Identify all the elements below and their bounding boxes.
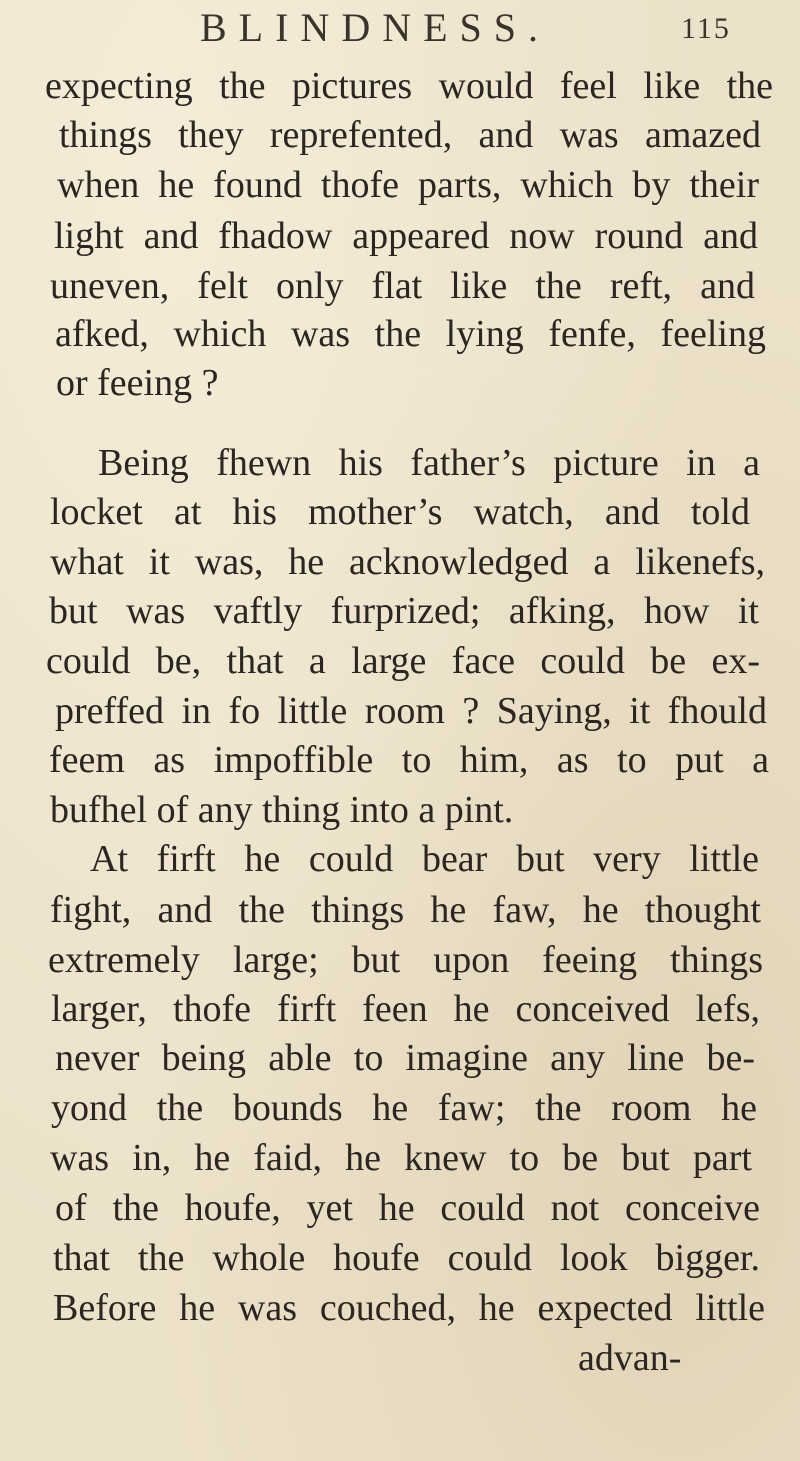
text-line: that the whole houfe could look bigger. xyxy=(53,1237,760,1279)
text-line: larger, thofe firft feen he conceived lefs, xyxy=(51,988,760,1030)
running-head: BLINDNESS. xyxy=(200,5,551,50)
text-line: or feeing ? xyxy=(56,362,219,404)
text-line: of the houfe, yet he could not conceive xyxy=(55,1187,760,1229)
text-line: yond the bounds he faw; the room he xyxy=(51,1087,757,1129)
text-line: bufhel of any thing into a pint. xyxy=(50,789,514,831)
text-line: preffed in fo little room ? Saying, it fhould xyxy=(55,690,767,732)
page-number: 115 xyxy=(681,12,731,45)
text-line: expecting the pictures would feel like the xyxy=(45,65,773,107)
text-line: Being fhewn his father’s picture in a xyxy=(98,442,760,484)
text-line: locket at his mother’s watch, and told xyxy=(50,491,750,533)
text-line: fight, and the things he faw, he thought xyxy=(50,889,761,931)
text-line: what it was, he acknowledged a likenefs, xyxy=(50,541,765,583)
text-line: At firft he could bear but very little xyxy=(90,838,759,880)
catchword: advan- xyxy=(578,1337,682,1379)
text-line: but was vaftly furprized; afking, how it xyxy=(49,590,759,632)
text-line: when he found thofe parts, which by their xyxy=(57,164,759,206)
text-line: was in, he faid, he knew to be but part xyxy=(50,1137,752,1179)
text-line: never being able to imagine any line be- xyxy=(55,1037,755,1079)
text-line: uneven, felt only flat like the reft, and xyxy=(50,265,755,307)
text-line: things they reprefented, and was amazed xyxy=(59,114,761,156)
text-line: could be, that a large face could be ex- xyxy=(46,640,760,682)
text-line: Before he was couched, he expected little xyxy=(53,1287,765,1329)
text-line: extremely large; but upon feeing things xyxy=(48,939,763,981)
text-line: feem as impoffible to him, as to put a xyxy=(49,739,769,781)
text-line: afked, which was the lying fenfe, feeling xyxy=(55,313,766,355)
text-line: light and fhadow appeared now round and xyxy=(54,215,758,257)
